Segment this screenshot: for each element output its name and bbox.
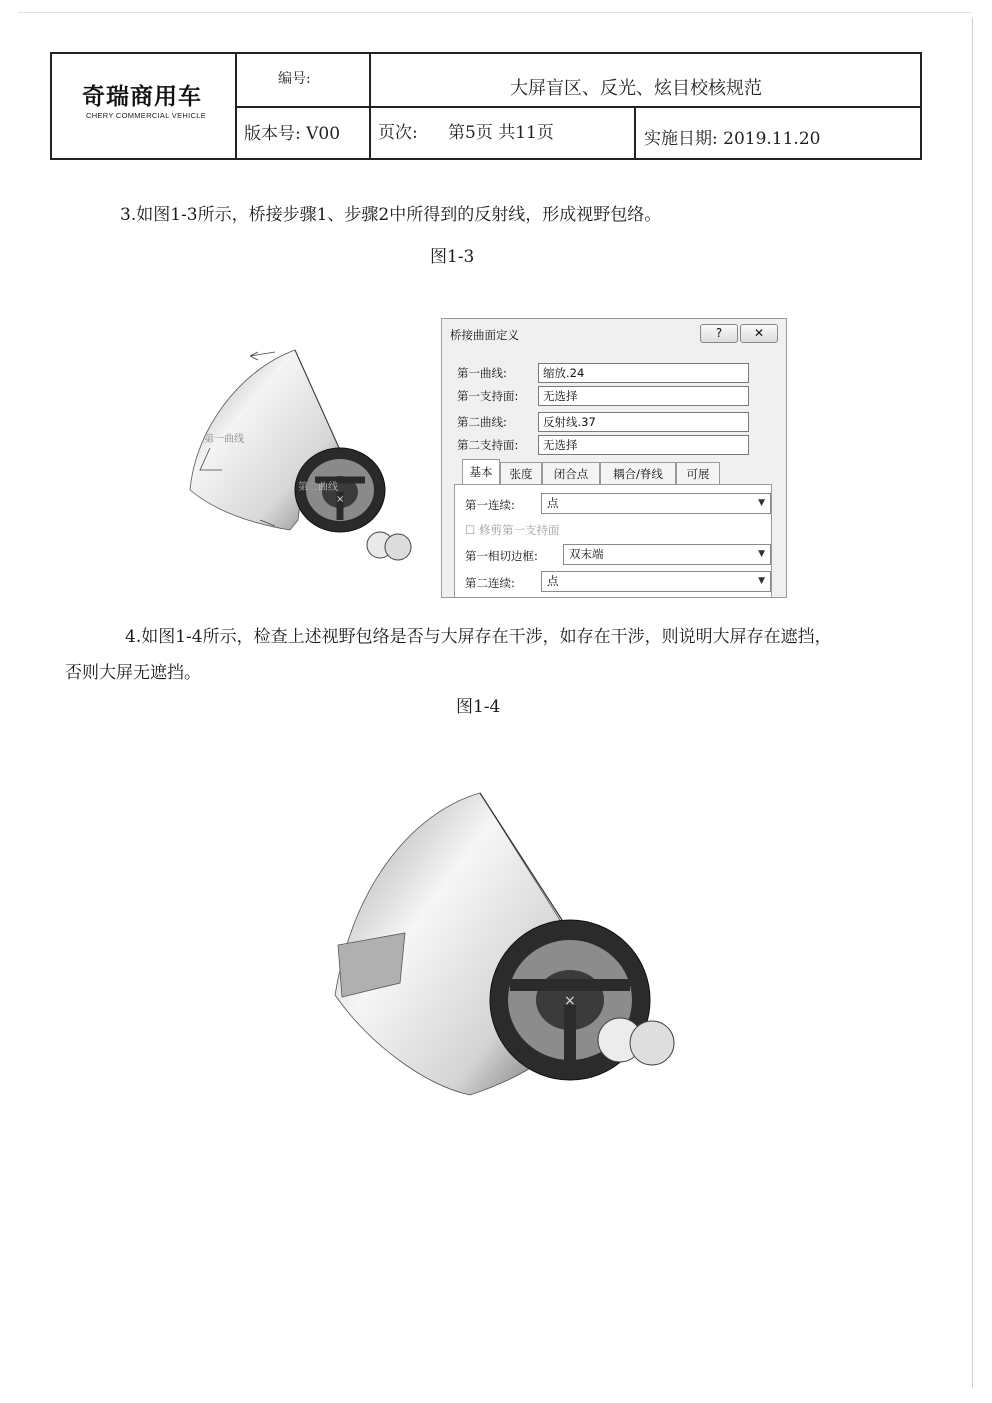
second-support-input[interactable]: 无选择 xyxy=(538,435,749,455)
label-curve2: 第二曲线 xyxy=(298,482,338,493)
checkbox-icon: ☐ xyxy=(465,523,476,537)
chevron-down-icon: ▼ xyxy=(758,498,765,508)
eye-sphere-right xyxy=(385,534,411,560)
field-label: 第一曲线: xyxy=(457,366,507,380)
field-label: 第二支持面: xyxy=(457,438,519,452)
second-curve-input[interactable]: 反射线.37 xyxy=(538,412,749,432)
field-label: 第二曲线: xyxy=(457,415,507,429)
header-divider xyxy=(235,106,922,108)
second-continuity-value: 点 xyxy=(547,574,559,588)
center-mark: × xyxy=(336,494,345,505)
bridge-surface-dialog xyxy=(441,318,787,598)
document-title: 大屏盲区、反光、炫目校核规范 xyxy=(510,78,762,99)
figure-1-3-model xyxy=(180,340,440,580)
first-tangent-label: 第一相切边框: xyxy=(465,549,538,563)
scan-edge-top xyxy=(18,12,973,13)
tab-closing-points[interactable]: 闭合点 xyxy=(542,462,600,484)
figure-1-4-caption: 图1-4 xyxy=(456,697,501,717)
close-button[interactable] xyxy=(740,324,778,343)
second-continuity-select[interactable] xyxy=(541,571,771,592)
close-icon: ✕ xyxy=(753,326,765,340)
step4-paragraph-line1: 4.如图1-4所示，检查上述视野包络是否与大屏存在干涉，如存在干涉，则说明大屏存在遮挡， xyxy=(125,627,832,647)
first-continuity-label: 第一连续: xyxy=(465,498,515,512)
dialog-title: 桥接曲面定义 xyxy=(450,328,519,342)
tab-coupling-spine[interactable]: 耦合/脊线 xyxy=(600,462,676,484)
page-label: 页次: xyxy=(378,123,418,143)
arrow-top xyxy=(250,352,275,360)
page-number: 第5页 共11页 xyxy=(448,123,554,143)
chevron-down-icon: ▼ xyxy=(758,549,765,559)
trim-first-support-checkbox[interactable] xyxy=(465,522,559,538)
company-logo-en: CHERY COMMERCIAL VEHICLE xyxy=(86,111,207,120)
scan-edge-right xyxy=(972,18,973,1388)
figure-1-3-caption: 图1-3 xyxy=(430,247,475,267)
first-continuity-value: 点 xyxy=(547,496,559,510)
tab-developable[interactable]: 可展 xyxy=(676,462,720,484)
center-mark: × xyxy=(564,993,576,1009)
company-logo: 奇瑞商用车 xyxy=(82,84,202,110)
first-support-input[interactable]: 无选择 xyxy=(538,386,749,406)
tab-tension[interactable]: 张度 xyxy=(500,462,542,484)
eye-sphere-right xyxy=(630,1021,674,1065)
header-divider xyxy=(634,106,636,158)
version-number: 版本号: V00 xyxy=(244,124,341,144)
first-tangent-select[interactable] xyxy=(563,544,771,565)
chevron-down-icon: ▼ xyxy=(758,576,765,586)
figure-1-4-model xyxy=(330,785,690,1105)
field-label: 第一支持面: xyxy=(457,389,519,403)
tab-panel-basic xyxy=(454,484,772,598)
trim-checkbox-label: 修剪第一支持面 xyxy=(478,523,560,537)
second-continuity-label: 第二连续: xyxy=(465,576,515,590)
help-icon: ? xyxy=(715,326,723,340)
number-label: 编号: xyxy=(278,71,311,87)
tab-basic[interactable]: 基本 xyxy=(462,459,500,484)
step4-paragraph-line2: 否则大屏无遮挡。 xyxy=(65,663,201,683)
first-tangent-value: 双末端 xyxy=(569,547,604,561)
label-curve1: 第一曲线 xyxy=(204,434,244,445)
first-continuity-select[interactable] xyxy=(541,493,771,514)
help-button[interactable] xyxy=(700,324,738,343)
effective-date: 实施日期: 2019.11.20 xyxy=(644,129,821,149)
first-curve-input[interactable]: 缩放.24 xyxy=(538,363,749,383)
step3-paragraph: 3.如图1-3所示，桥接步骤1、步骤2中所得到的反射线，形成视野包络。 xyxy=(120,205,662,225)
document-header xyxy=(50,52,922,160)
